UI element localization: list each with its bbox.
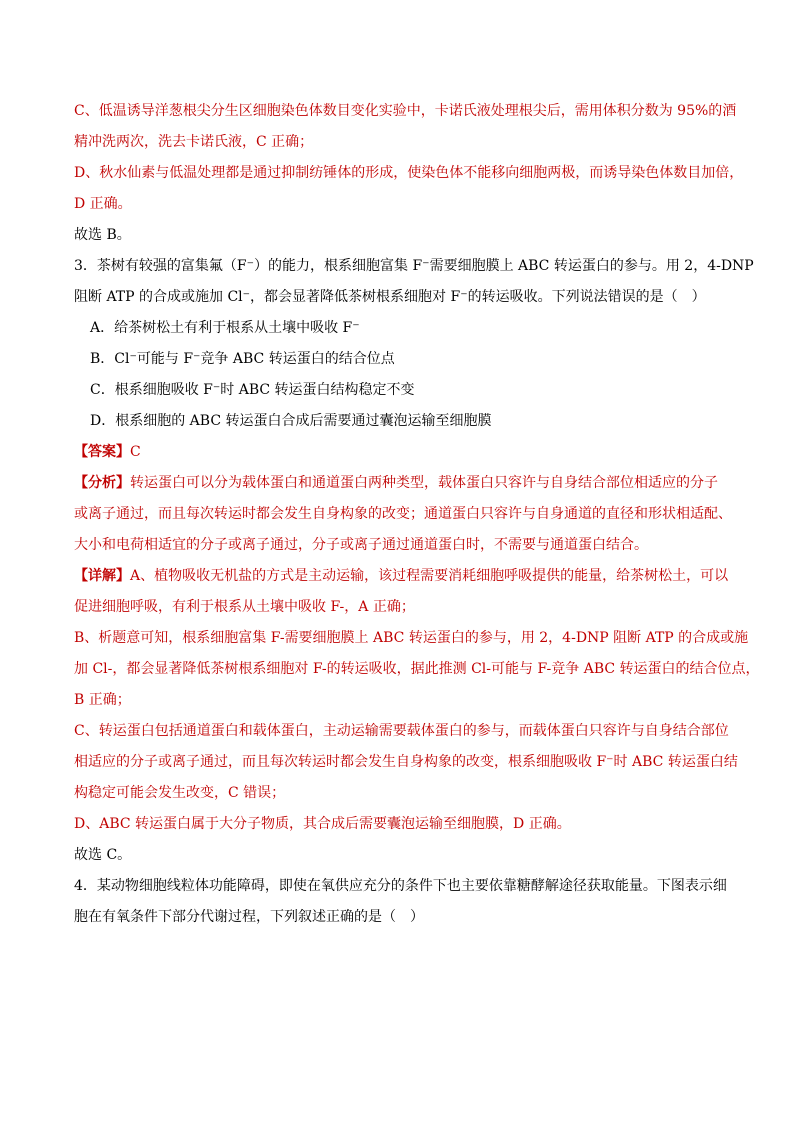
detail-c-line2: 相适应的分子或离子通过，而且每次转运时都会发生自身构象的改变，根系细胞吸收 F⁻时 ABC 转运蛋白结 (74, 754, 738, 770)
question3-stem-line2: 阻断 ATP 的合成或施加 Cl⁻，都会显著降低茶树根系细胞对 F⁻的转运吸收。下列说法错误的是（ ） (74, 289, 706, 305)
question3-conclusion: 故选 C。 (74, 847, 132, 863)
question3-stem-line1: 3．茶树有较强的富集氟（F⁻）的能力，根系细胞富集 F⁻需要细胞膜上 ABC 转运蛋白的参与。用 2，4-DNP (74, 258, 754, 274)
analysis-text1: 转运蛋白可以分为载体蛋白和通道蛋白两种类型，载体蛋白只容许与自身结合部位相适应的分子 (130, 475, 718, 491)
question3-option-c: C．根系细胞吸收 F⁻时 ABC 转运蛋白结构稳定不变 (90, 382, 415, 398)
question3-option-d: D．根系细胞的 ABC 转运蛋白合成后需要通过囊泡运输至细胞膜 (90, 413, 492, 429)
detail-tag: 【详解】 (74, 568, 130, 584)
detail-b-line1: B、析题意可知，根系细胞富集 F-需要细胞膜上 ABC 转运蛋白的参与，用 2，4-DNP 阻断 ATP 的合成或施 (74, 630, 749, 646)
detail-b-line3: B 正确； (74, 692, 131, 708)
analysis-line2: 或离子通过，而且每次转运时都会发生自身构象的改变；通道蛋白只容许与自身通道的直径和形状相适配、 (74, 506, 732, 522)
answer-value: C (130, 444, 141, 460)
detail-c-line3: 构稳定可能会发生改变，C 错误； (74, 785, 286, 801)
prev-option-d-line1: D、秋水仙素与低温处理都是通过抑制纺锤体的形成，使染色体不能移向细胞两极，而诱导染色体数目加倍， (74, 165, 744, 181)
answer-line (74, 437, 722, 468)
answer-tag: 【答案】 (74, 444, 130, 460)
question3-option-a: A．给茶树松土有利于根系从土壤中吸收 F⁻ (90, 320, 360, 336)
detail-d-line1: D、ABC 转运蛋白属于大分子物质，其合成后需要囊泡运输至细胞膜，D 正确。 (74, 816, 571, 832)
analysis-line3: 大小和电荷相适宜的分子或离子通过，分子或离子通过通道蛋白时，不需要与通道蛋白结合。 (74, 537, 648, 553)
document-body (74, 96, 760, 933)
prev-option-c-line2: 精冲洗两次，洗去卡诺氏液，C 正确； (74, 134, 314, 150)
detail-b-line2: 加 Cl-，都会显著降低茶树根系细胞对 F-的转运吸收，据此推测 Cl-可能与 F-竞争 ABC 转运蛋白的结合位点， (74, 661, 760, 677)
question4-stem-line2: 胞在有氧条件下部分代谢过程，下列叙述正确的是（ ） (74, 909, 424, 925)
detail-a-line2: 促进细胞呼吸，有利于根系从土壤中吸收 F-，A 正确； (74, 599, 415, 615)
prev-option-d-line2: D 正确。 (74, 196, 132, 212)
detail-a-text1: A、植物吸收无机盐的方式是主动运输，该过程需要消耗细胞呼吸提供的能量，给茶树松土，可以 (130, 568, 729, 584)
detail-c-line1: C、转运蛋白包括通道蛋白和载体蛋白，主动运输需要载体蛋白的参与，而载体蛋白只容许与自身结合部位 (74, 723, 729, 739)
analysis-line1 (74, 468, 722, 499)
prev-option-c-line1: C、低温诱导洋葱根尖分生区细胞染色体数目变化实验中，卡诺氏液处理根尖后，需用体积分数为 95%的酒 (74, 103, 737, 119)
analysis-tag: 【分析】 (74, 475, 130, 491)
detail-a-line1 (74, 561, 729, 592)
question4-stem-line1: 4．某动物细胞线粒体功能障碍，即使在氧供应充分的条件下也主要依靠糖酵解途径获取能量。下图表示细 (74, 878, 727, 894)
question3-option-b: B．Cl⁻可能与 F⁻竞争 ABC 转运蛋白的结合位点 (90, 351, 395, 367)
prev-conclusion: 故选 B。 (74, 227, 131, 243)
